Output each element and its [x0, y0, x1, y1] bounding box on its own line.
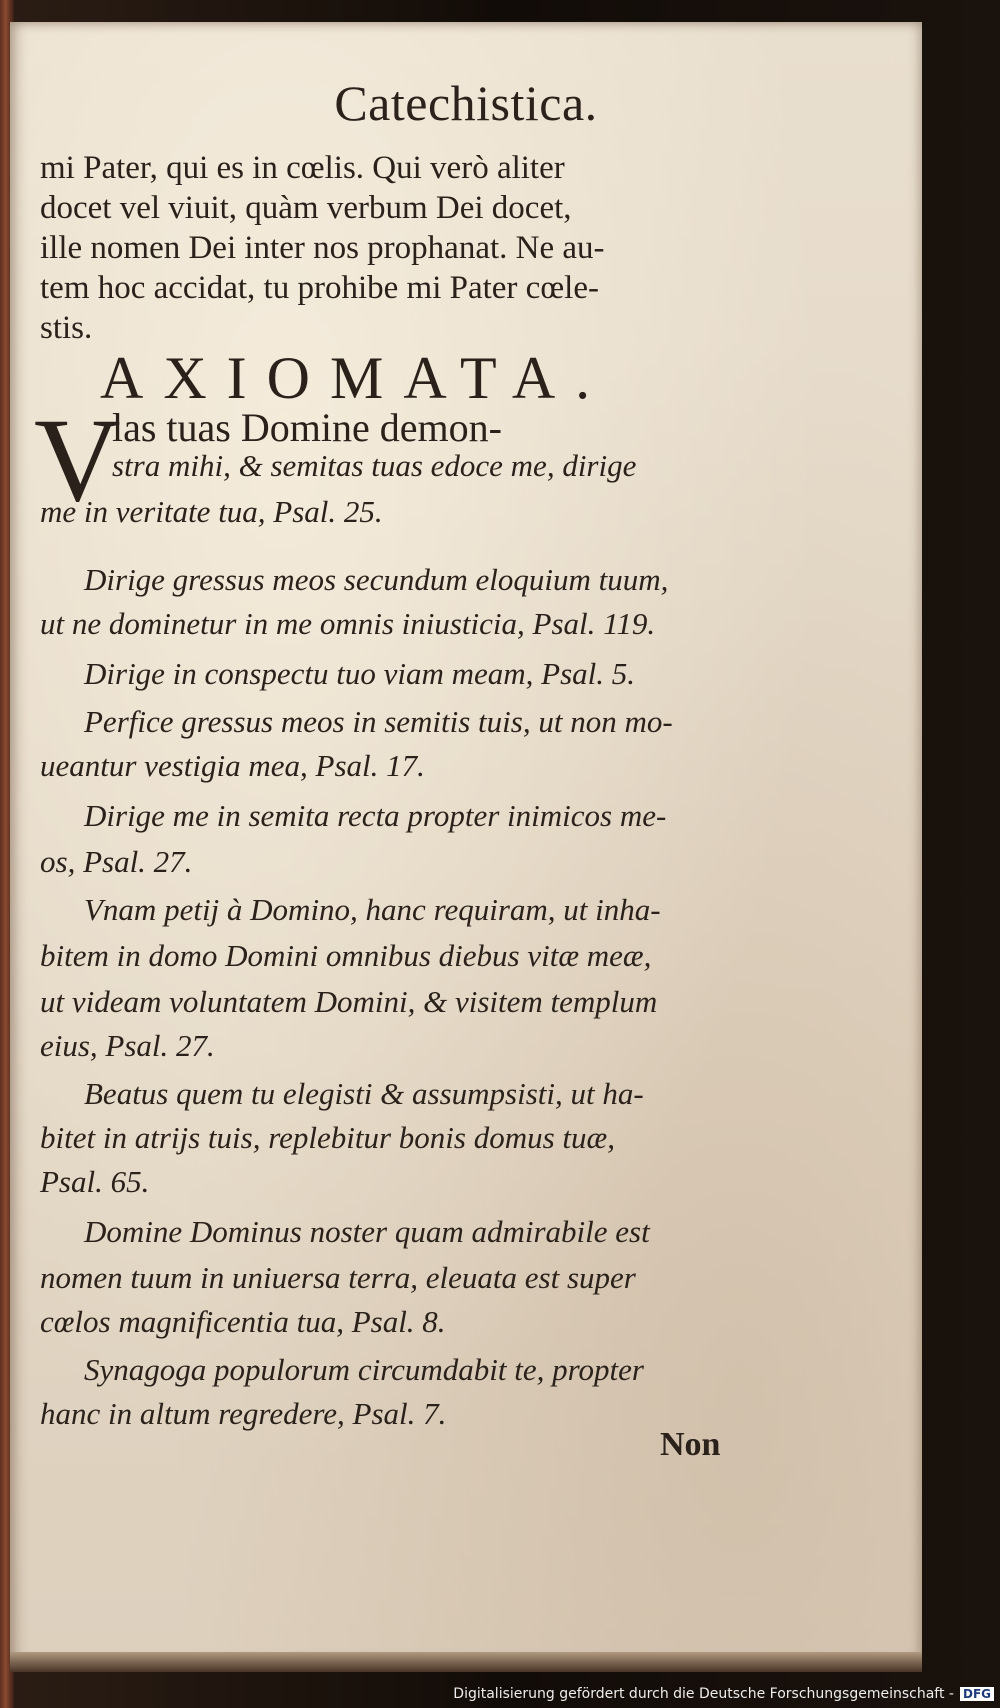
- text-line: cœlos magnificentia tua, Psal. 8.: [40, 1304, 446, 1339]
- text-line: Domine Dominus noster quam admirabile est: [84, 1214, 650, 1249]
- text-line: docet vel viuit, quàm verbum Dei docet,: [40, 190, 572, 226]
- section-heading: AXIOMATA.: [100, 345, 611, 411]
- text-line: Dirige gressus meos secundum eloquium tuum,: [84, 562, 669, 597]
- text-line: nomen tuum in uniuersa terra, eleuata est super: [40, 1260, 636, 1295]
- text-line: hanc in altum regredere, Psal. 7.: [40, 1396, 447, 1431]
- digitization-credit: [453, 1686, 994, 1702]
- text-line: os, Psal. 27.: [40, 844, 193, 879]
- text-line: stra mihi, & semitas tuas edoce me, dirige: [112, 448, 637, 483]
- text-line: stis.: [40, 310, 93, 346]
- book-page: [10, 22, 922, 1662]
- text-line: ut ne dominetur in me omnis iniusticia, Psal. 119.: [40, 606, 656, 641]
- text-line: Perfice gressus meos in semitis tuis, ut non mo-: [84, 704, 673, 739]
- dfg-logo: DFG: [960, 1687, 994, 1701]
- text-line: ille nomen Dei inter nos prophanat. Ne au-: [40, 230, 605, 266]
- text-line: Synagoga populorum circumdabit te, propter: [84, 1352, 644, 1387]
- running-head: Catechistica.: [334, 75, 598, 131]
- text-line: Dirige in conspectu tuo viam meam, Psal. 5.: [84, 656, 636, 691]
- text-line: ut videam voluntatem Domini, & visitem templum: [40, 984, 658, 1019]
- text-line: Beatus quem tu elegisti & assumpsisti, ut ha-: [84, 1076, 644, 1111]
- text-line: tem hoc accidat, tu prohibe mi Pater cœle-: [40, 270, 599, 306]
- text-line: Psal. 65.: [40, 1164, 150, 1199]
- text-line: bitem in domo Domini omnibus diebus vitæ meæ,: [40, 938, 652, 973]
- text-line: mi Pater, qui es in cœlis. Qui verò aliter: [40, 150, 565, 186]
- text-line: me in veritate tua, Psal. 25.: [40, 494, 383, 529]
- text-line: Vnam petij à Domino, hanc requiram, ut inha-: [84, 892, 661, 927]
- text-line: bitet in atrijs tuis, replebitur bonis domus tuæ,: [40, 1120, 615, 1155]
- text-line: las tuas Domine demon-: [112, 405, 502, 450]
- catchword: Non: [660, 1426, 721, 1463]
- text-line: Dirige me in semita recta propter inimicos me-: [84, 798, 667, 833]
- text-line: ueantur vestigia mea, Psal. 17.: [40, 748, 425, 783]
- page-bottom-edge: [10, 1652, 922, 1672]
- text-line: eius, Psal. 27.: [40, 1028, 215, 1063]
- drop-cap: V: [34, 393, 121, 526]
- credit-text: Digitalisierung gefördert durch die Deutsche Forschungsgemeinschaft -: [453, 1686, 954, 1702]
